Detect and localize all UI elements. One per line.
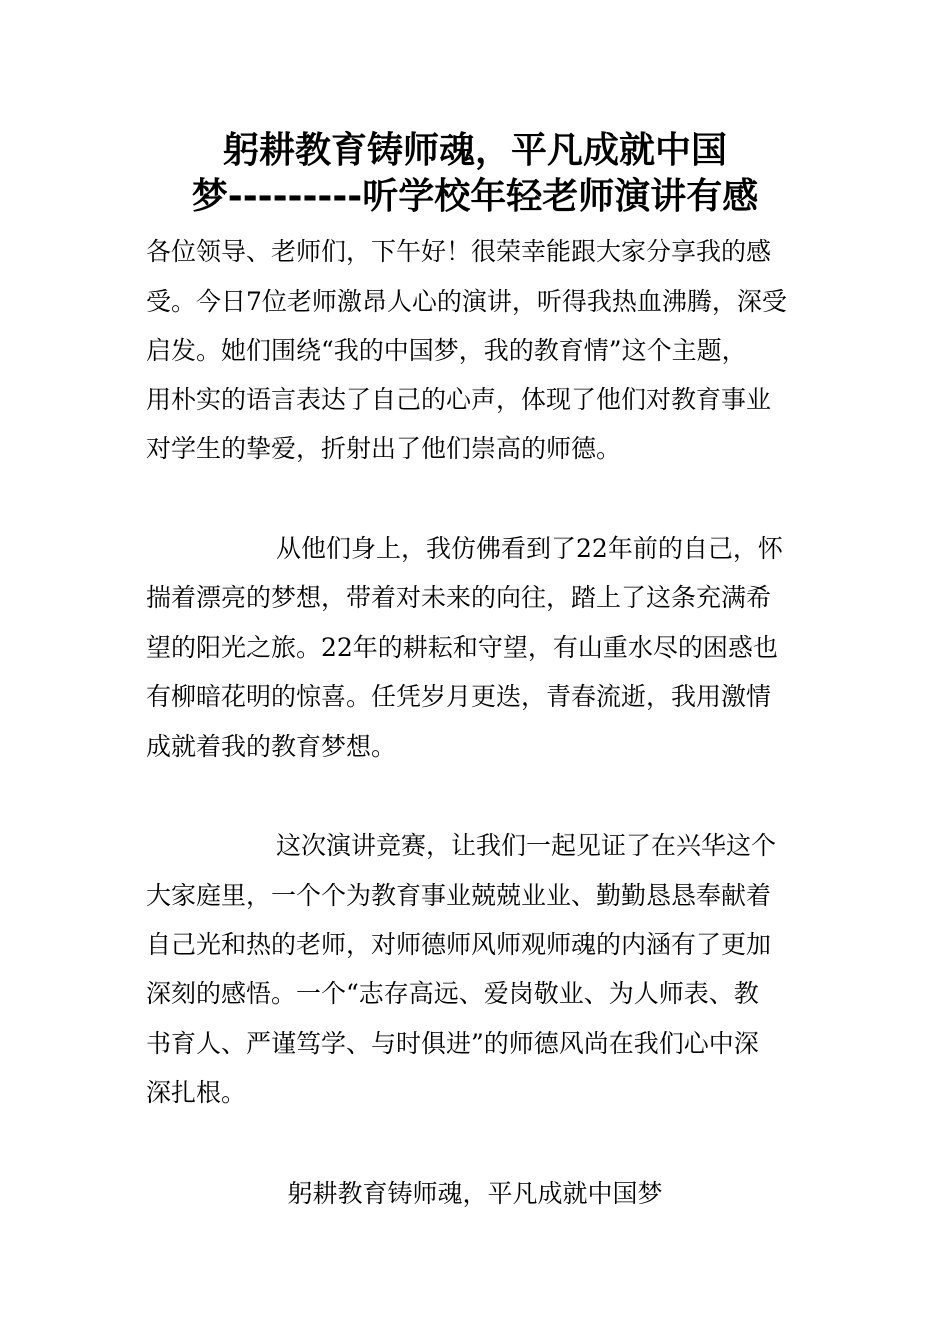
paragraph-1-line-4: 用朴实的语言表达了自己的心声，体现了他们对教育事业 bbox=[146, 385, 772, 414]
paragraph-3-line-4: 深刻的感悟。一个“志存高远、爱岗敬业、为人师表、教 bbox=[146, 979, 759, 1008]
document-title-line-2: 梦---------听学校年轻老师演讲有感 bbox=[191, 176, 759, 217]
paragraph-3-line-5: 书育人、严谨笃学、与时俱进”的师德风尚在我们心中深 bbox=[146, 1029, 759, 1058]
section-heading: 躬耕教育铸师魂，平凡成就中国梦 bbox=[287, 1179, 663, 1208]
paragraph-1-line-2: 受。今日7位老师激昂人心的演讲，听得我热血沸腾，深受 bbox=[146, 287, 787, 316]
paragraph-2-line-5: 成就着我的教育梦想。 bbox=[146, 732, 397, 761]
paragraph-1-line-5: 对学生的挚爱，折射出了他们崇高的师德。 bbox=[146, 434, 622, 463]
paragraph-3-line-1: 这次演讲竞赛，让我们一起见证了在兴华这个 bbox=[276, 831, 777, 860]
paragraph-3-line-6: 深扎根。 bbox=[146, 1078, 247, 1107]
paragraph-3-line-2: 大家庭里，一个个为教育事业兢兢业业、勤勤恳恳奉献着 bbox=[146, 881, 772, 910]
paragraph-1-line-1: 各位领导、老师们，下午好！很荣幸能跟大家分享我的感 bbox=[146, 237, 772, 266]
paragraph-2-line-3: 望的阳光之旅。22年的耕耘和守望，有山重水尽的困惑也 bbox=[146, 633, 778, 662]
paragraph-2-line-1: 从他们身上，我仿佛看到了22年前的自己，怀 bbox=[276, 534, 783, 563]
paragraph-3-line-3: 自己光和热的老师，对师德师风师观师魂的内涵有了更加 bbox=[146, 930, 772, 959]
document-title-line-1: 躬耕教育铸师魂，平凡成就中国 bbox=[222, 130, 727, 171]
paragraph-1-line-3: 启发。她们围绕“我的中国梦，我的教育情”这个主题， bbox=[146, 336, 747, 365]
paragraph-2-line-4: 有柳暗花明的惊喜。任凭岁月更迭，青春流逝，我用激情 bbox=[146, 682, 772, 711]
paragraph-2-line-2: 揣着漂亮的梦想，带着对未来的向往，踏上了这条充满希 bbox=[146, 583, 772, 612]
